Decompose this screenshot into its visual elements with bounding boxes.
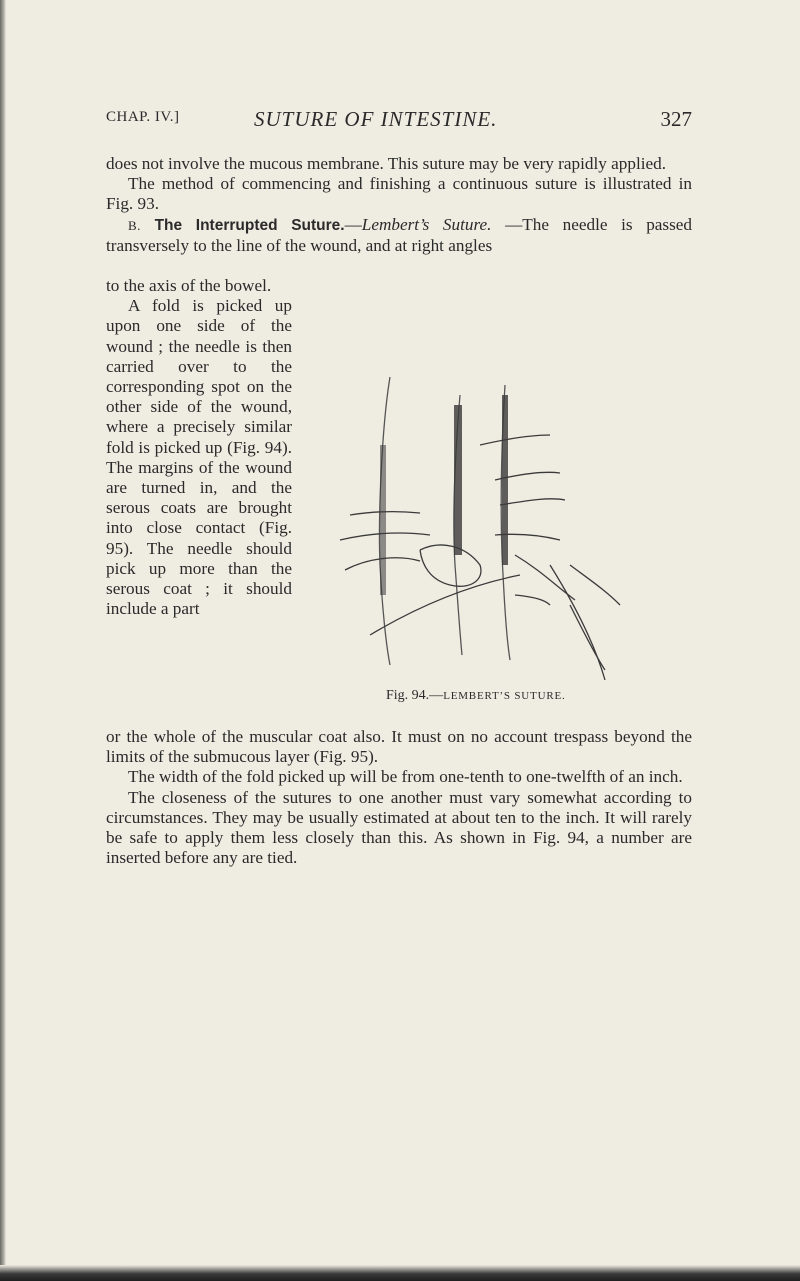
suture-illustration xyxy=(320,365,670,685)
heading-dash: — xyxy=(344,214,362,234)
suture-thread-10 xyxy=(515,595,550,605)
running-title: SUTURE OF INTESTINE. xyxy=(254,107,498,131)
paragraph-4: The width of the fold picked up will be from one-tenth to one-twelfth of an inch. xyxy=(128,767,683,787)
right-fold-shading xyxy=(502,395,508,565)
left-fold-shading xyxy=(380,445,386,595)
suture-loop xyxy=(420,545,481,586)
running-header xyxy=(106,107,692,135)
body-text-top xyxy=(106,154,692,256)
suture-thread-4 xyxy=(480,435,550,445)
paragraph-5: The closeness of the sutures to one another must vary somewhat according to circumstances. They may be usually estimated at about ten to the inch. It will rarely be safe to apply them less closely than this. As shown in Fig. 94, a number are inserted before any are tied. xyxy=(106,787,692,868)
body-text-bottom xyxy=(106,727,692,868)
paragraph-1: does not involve the mucous membrane. This suture may be very rapidly applied. xyxy=(106,154,667,173)
suture-tail-3 xyxy=(570,565,620,605)
caption-prefix: Fig. 94.— xyxy=(386,688,444,703)
narrow-paragraph-1: to the axis of the bowel. xyxy=(106,276,272,295)
suture-thread-8 xyxy=(515,555,575,600)
section-letter: B. xyxy=(128,217,141,233)
section-heading: The Interrupted Suture. xyxy=(154,216,345,234)
book-spine-shadow xyxy=(0,0,6,1281)
chapter-label: CHAP. IV.] xyxy=(106,109,180,125)
narrow-paragraph-2: A fold is picked up upon one side of the wound ; the needle is then carried over to the corresponding spot on the other side of the wound, where a precisely similar fold is picked up (Fig. 94). The margins of the wound are turned in, and the serous coats are brought into close contact (Fig. 95). The needle should pick up more than the serous coat ; it should include a part xyxy=(106,296,292,619)
lembert-suture-figure xyxy=(320,365,670,685)
middle-fold-shading xyxy=(454,405,462,555)
paragraph-3-continued: or the whole of the muscular coat also. It must on no account trespass beyond the limits of the submucous layer (Fig. 95). xyxy=(106,727,692,767)
paragraph-3-full-width-text: —The needle is passed transversely to the line of the wound, and at right angles xyxy=(106,214,693,255)
caption-label: LEMBERT’S SUTURE. xyxy=(443,690,566,702)
narrow-column xyxy=(106,276,292,619)
page-bottom-shadow xyxy=(0,1265,800,1281)
paragraph-2: The method of commencing and finishing a continuous suture is illustrated in Fig. 93. xyxy=(106,174,692,214)
suture-tail-1 xyxy=(550,565,605,680)
page-number: 327 xyxy=(660,107,692,131)
paragraph-3-opening xyxy=(106,215,692,256)
suture-tail-2 xyxy=(570,605,605,670)
section-subheading: Lembert’s Suture. xyxy=(361,214,492,234)
suture-thread-6 xyxy=(500,499,565,505)
figure-caption xyxy=(386,688,566,704)
